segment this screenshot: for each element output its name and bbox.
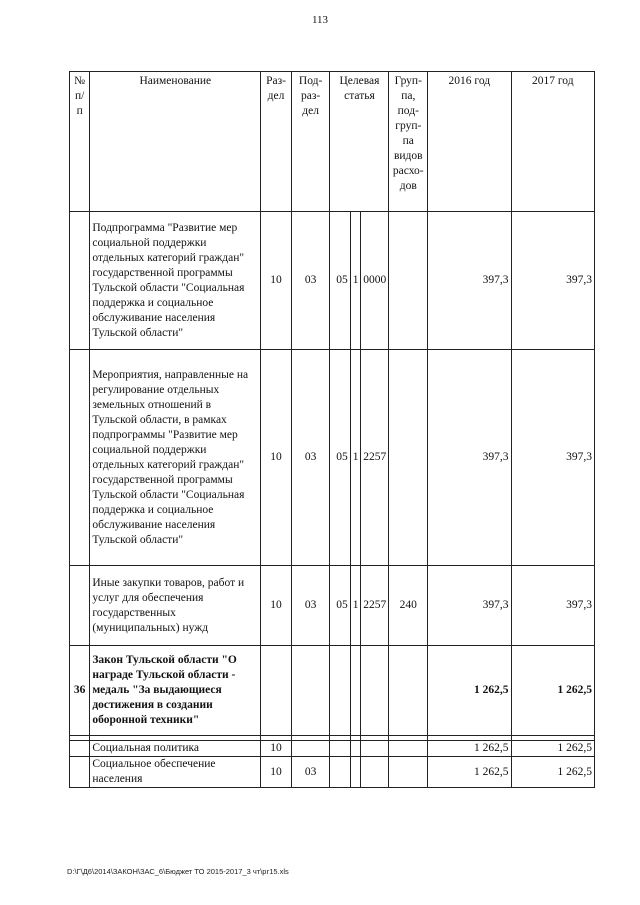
row-subsection: 03	[291, 566, 330, 646]
table-row	[70, 350, 595, 566]
header-year-2016: 2016 год	[428, 72, 511, 212]
row-num: 36	[70, 646, 90, 736]
row-expense-group	[389, 212, 428, 350]
row-name: Подпрограмма "Развитие мер социальной поддержки отдельных категорий граждан" государственной программы Тульской области "Социальная поддержка и социальное обслуживание населения Тульской области"	[90, 212, 261, 350]
header-subsection: Под-раз-дел	[291, 72, 330, 212]
row-direction-code: 2257	[360, 566, 389, 646]
row-section: 10	[261, 350, 292, 566]
row-section: 10	[261, 212, 292, 350]
row-amount-2016: 1 262,5	[428, 757, 511, 788]
table-row	[70, 566, 595, 646]
row-direction-code: 0000	[360, 212, 389, 350]
row-name: Социальная политика	[90, 741, 261, 757]
row-section	[261, 646, 292, 736]
row-program-code: 05	[330, 350, 350, 566]
row-expense-group	[389, 350, 428, 566]
row-amount-2016: 1 262,5	[428, 741, 511, 757]
header-expense-group: Груп-па, под-груп-па видов расхо-дов	[389, 72, 428, 212]
header-year-2017: 2017 год	[511, 72, 594, 212]
row-program-code	[330, 646, 350, 736]
row-num	[70, 757, 90, 788]
row-num	[70, 212, 90, 350]
row-amount-2017: 397,3	[511, 350, 594, 566]
row-amount-2016: 397,3	[428, 212, 511, 350]
row-amount-2017: 1 262,5	[511, 646, 594, 736]
row-amount-2017: 1 262,5	[511, 757, 594, 788]
table-row	[70, 741, 595, 757]
row-subsection: 03	[291, 757, 330, 788]
row-expense-group: 240	[389, 566, 428, 646]
row-amount-2017: 397,3	[511, 212, 594, 350]
row-name: Закон Тульской области "О награде Тульской области - медаль "За выдающиеся достижения в создании оборонной техники"	[90, 646, 261, 736]
row-amount-2017: 1 262,5	[511, 741, 594, 757]
table-row	[70, 757, 595, 788]
header-name: Наименование	[90, 72, 261, 212]
row-subprogram-code	[350, 757, 360, 788]
page-number: 113	[311, 14, 329, 26]
row-num	[70, 350, 90, 566]
row-section: 10	[261, 741, 292, 757]
header-section: Раз-дел	[261, 72, 292, 212]
row-expense-group	[389, 741, 428, 757]
row-direction-code	[360, 646, 389, 736]
file-path-footer: D:\Г\Д6\2014\ЗАКОН\ЗАС_6\Бюджет ТО 2015-2017_3 чт\рг15.xls	[67, 867, 289, 876]
row-section: 10	[261, 757, 292, 788]
row-amount-2016: 397,3	[428, 566, 511, 646]
row-subprogram-code	[350, 741, 360, 757]
row-subsection	[291, 646, 330, 736]
header-num: № п/п	[70, 72, 90, 212]
table-row-law	[70, 646, 595, 736]
row-subsection: 03	[291, 350, 330, 566]
row-subprogram-code	[350, 646, 360, 736]
row-name: Иные закупки товаров, работ и услуг для обеспечения государственных (муниципальных) нужд	[90, 566, 261, 646]
row-program-code: 05	[330, 212, 350, 350]
row-num	[70, 566, 90, 646]
table-row	[70, 212, 595, 350]
row-name: Социальное обеспечение населения	[90, 757, 261, 788]
row-program-code	[330, 741, 350, 757]
header-row	[70, 72, 595, 212]
row-expense-group	[389, 757, 428, 788]
row-amount-2016: 1 262,5	[428, 646, 511, 736]
row-amount-2016: 397,3	[428, 350, 511, 566]
row-subprogram-code: 1	[350, 566, 360, 646]
row-direction-code	[360, 757, 389, 788]
budget-table	[69, 71, 595, 788]
row-direction-code: 2257	[360, 350, 389, 566]
row-program-code: 05	[330, 566, 350, 646]
row-subsection	[291, 741, 330, 757]
row-subprogram-code: 1	[350, 350, 360, 566]
header-target-article: Целевая статья	[330, 72, 389, 212]
row-subprogram-code: 1	[350, 212, 360, 350]
row-name: Мероприятия, направленные на регулирование отдельных земельных отношений в Тульской области, в рамках подпрограммы "Развитие мер социальной поддержки отдельных категорий граждан" государственной программы Тульской области "Социальная поддержка и социальное обслуживание населения Тульской области"	[90, 350, 261, 566]
row-section: 10	[261, 566, 292, 646]
row-direction-code	[360, 741, 389, 757]
row-amount-2017: 397,3	[511, 566, 594, 646]
row-subsection: 03	[291, 212, 330, 350]
row-program-code	[330, 757, 350, 788]
row-num	[70, 741, 90, 757]
row-expense-group	[389, 646, 428, 736]
